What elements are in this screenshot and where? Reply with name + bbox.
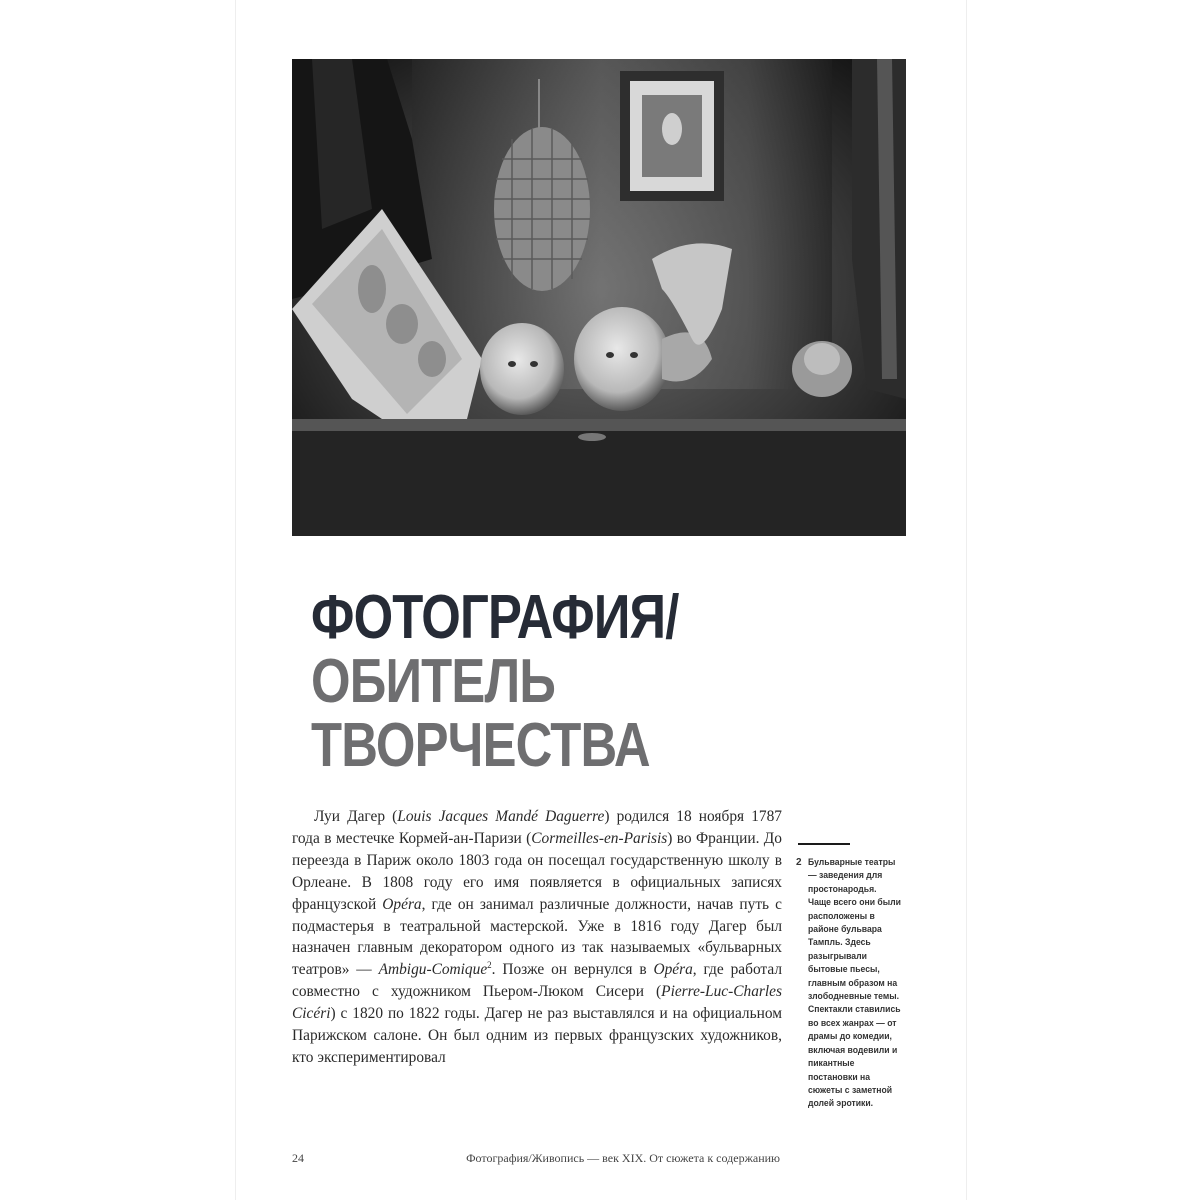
body-text: . Позже он вернулся в xyxy=(491,961,654,979)
body-text: , где он занимал различные должности, начав путь с подмастерья в театральной мастерской. Уже в 1816 году Дагер был назначен главным декоратором одного из так называемых «бульварных театров» — xyxy=(292,895,782,979)
footnote-text: Бульварные театры — заведения для простонародья. Чаще всего они были расположены в районе бульвара Тампль. Здесь разыгрывали бытовые пьесы, главным образом на злободневные темы. Спектакли ставились во всех жанрах — от драмы до комедии, включая водевили и пикантные постановки на сюжеты с заметной долей эротики. xyxy=(808,857,901,1110)
running-head: Фотография/Живопись — век XIX. От сюжета к содержанию xyxy=(466,1151,780,1165)
footnote-reference[interactable]: 2 xyxy=(487,960,492,971)
body-text: ) родился 18 ноября 1787 года в местечке Кормей-ан-Паризи ( xyxy=(292,808,782,847)
still-life-image xyxy=(292,59,906,536)
page-number: 24 xyxy=(292,1151,304,1165)
footnote-rule xyxy=(798,843,850,845)
title-line-1: ФОТОГРАФИЯ/ xyxy=(311,583,679,652)
body-text: Луи Дагер ( xyxy=(314,808,398,825)
body-text: ) с 1820 по 1822 годы. Дагер не раз выставлялся и на официальном Парижском салоне. Он был одним из первых французских художников, кто экспериментировал xyxy=(292,1005,782,1066)
body-text: , где работал совместно с художником Пьером-Люком Сисери ( xyxy=(292,961,782,1001)
latin-name: Pierre-Luc-Charles Cicéri xyxy=(292,983,782,1023)
footnote-number: 2 xyxy=(796,857,802,868)
chapter-title xyxy=(311,583,679,780)
daguerreotype-photo xyxy=(292,59,906,536)
body-text: ) во Франции. До переезда в Париж около 1803 года он посещал государственную школу в Орлеане. В 1808 году его имя появляется в официальных записях французской xyxy=(292,829,782,913)
opera-term: Opéra xyxy=(382,895,422,913)
latin-name: Louis Jacques Mandé Daguerre xyxy=(397,808,605,825)
ambigu-term: Ambigu-Comique xyxy=(378,961,488,979)
body-paragraph xyxy=(292,806,782,1069)
title-line-3: ТВОРЧЕСТВА xyxy=(311,711,650,780)
opera-term: Opéra xyxy=(653,961,693,979)
title-line-2: ОБИТЕЛЬ xyxy=(311,647,556,716)
latin-place: Cormeilles-en-Parisis xyxy=(531,829,668,847)
